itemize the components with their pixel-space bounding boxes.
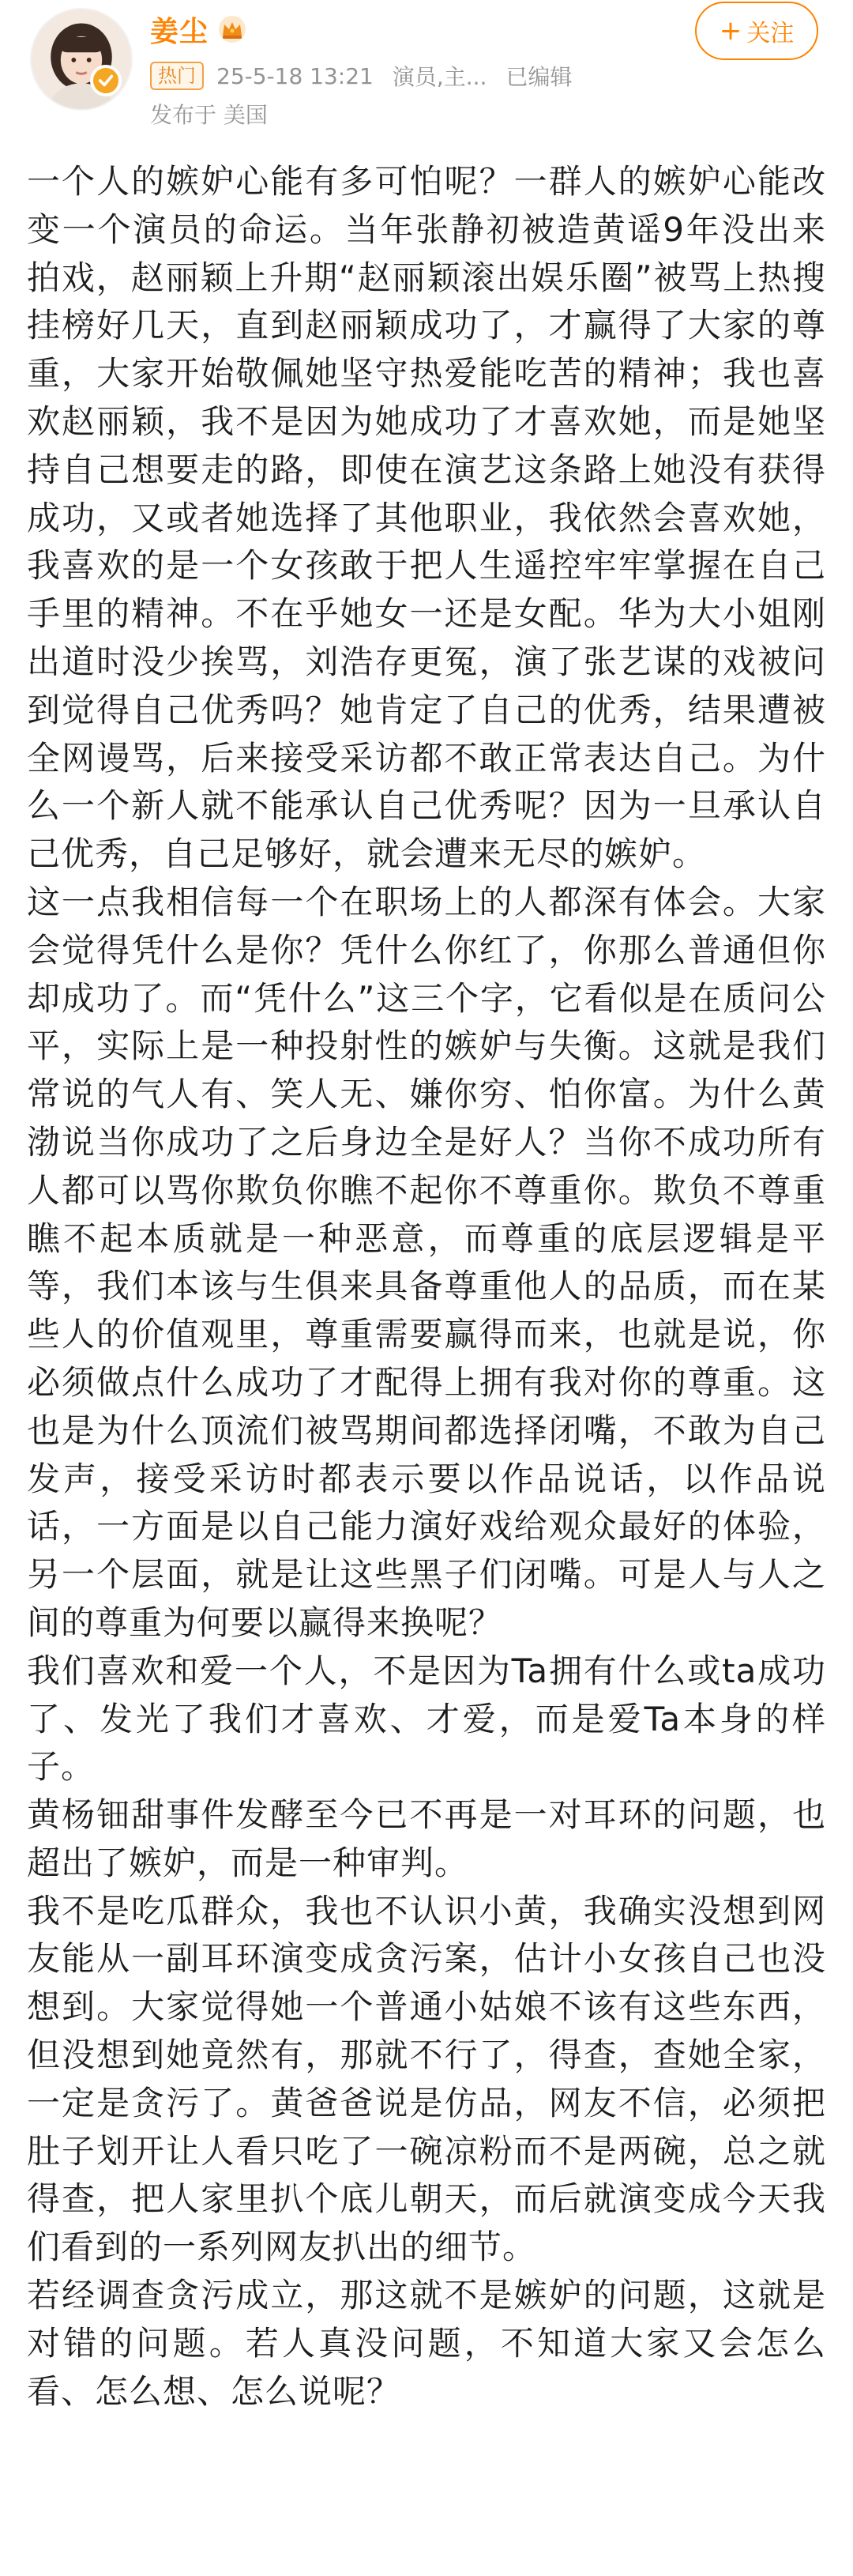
post-content [27, 158, 826, 2416]
edited-label[interactable]: 已编辑 [505, 64, 573, 90]
follow-label: 关注 [746, 20, 795, 47]
username[interactable]: 姜尘 [150, 15, 209, 48]
post-paragraph: 我不是吃瓜群众，我也不认识小黄，我确实没想到网友能从一副耳环演变成贪污案，估计小女孩自己也没想到。大家觉得她一个普通小姑娘不该有这些东西，但没想到她竟然有，那就不行了，得查，查她全家，一定是贪污了。黄爸爸说是仿品，网友不信，必须把肚子划开让人看只吃了一碗凉粉而不是两碗，总之就得查，把人家里扒个底儿朝天，而后就演变成今天我们看到的一系列网友扒出的细节。 [27, 1891, 826, 2267]
post-paragraph: 若经调查贪污成立，那这就不是嫉妒的问题，这就是对错的问题。若人真没问题，不知道大家又会怎么看、怎么想、怎么说呢？ [27, 2276, 826, 2411]
crown-icon [216, 15, 248, 43]
post-source[interactable]: 演员,主... [392, 64, 487, 90]
verified-badge-icon [90, 65, 122, 96]
avatar-image [32, 9, 131, 109]
username-row [150, 9, 248, 49]
post-time: 25-5-18 13:21 [216, 62, 374, 89]
post-header [0, 0, 853, 158]
post-paragraph: 我们喜欢和爱一个人，不是因为Ta拥有什么或ta成功了、发光了我们才喜欢、才爱，而是爱Ta本身的样子。 [27, 1651, 826, 1787]
hot-badge: 热门 [150, 62, 204, 90]
avatar[interactable] [30, 8, 133, 111]
post-paragraph: 一个人的嫉妒心能有多可怕呢？一群人的嫉妒心能改变一个演员的命运。当年张静初被造黄谣9年没出来拍戏，赵丽颖上升期“赵丽颖滚出娱乐圈”被骂上热搜挂榜好几天，直到赵丽颖成功了，才赢得了大家的尊重，大家开始敬佩她坚守热爱能吃苦的精神；我也喜欢赵丽颖，我不是因为她成功了才喜欢她，而是她坚持自己想要走的路，即使在演艺这条路上她没有获得成功，又或者她选择了其他职业，我依然会喜欢她，我喜欢的是一个女孩敢于把人生遥控牢牢掌握在自己手里的精神。不在乎她女一还是女配。华为大小姐刚出道时没少挨骂，刘浩存更冤，演了张艺谋的戏被问到觉得自己优秀吗？她肯定了自己的优秀，结果遭被全网谩骂，后来接受采访都不敢正常表达自己。为什么一个新人就不能承认自己优秀呢？因为一旦承认自己优秀，自己足够好，就会遭来无尽的嫉妒。 [27, 162, 826, 874]
follow-button[interactable] [695, 2, 818, 60]
post-meta [150, 58, 573, 93]
post-paragraph: 黄杨钿甜事件发酵至今已不再是一对耳环的问题，也超出了嫉妒，而是一种审判。 [27, 1795, 826, 1882]
post-location: 发布于 美国 [150, 102, 268, 128]
plus-icon: + [719, 15, 742, 47]
post-paragraph: 这一点我相信每一个在职场上的人都深有体会。大家会觉得凭什么是你？凭什么你红了，你那么普通但你却成功了。而“凭什么”这三个字，它看似是在质问公平，实际上是一种投射性的嫉妒与失衡。这就是我们常说的气人有、笑人无、嫌你穷、怕你富。为什么黄渤说当你成功了之后身边全是好人？当你不成功所有人都可以骂你欺负你瞧不起你不尊重你。欺负不尊重瞧不起本质就是一种恶意，而尊重的底层逻辑是平等，我们本该与生俱来具备尊重他人的品质，而在某些人的价值观里，尊重需要赢得而来，也就是说，你必须做点什么成功了才配得上拥有我对你的尊重。这也是为什么顶流们被骂期间都选择闭嘴，不敢为自己发声，接受采访时都表示要以作品说话，以作品说话，一方面是以自己能力演好戏给观众最好的体验，另一个层面，就是让这些黑子们闭嘴。可是人与人之间的尊重为何要以赢得来换呢？ [27, 882, 826, 1642]
